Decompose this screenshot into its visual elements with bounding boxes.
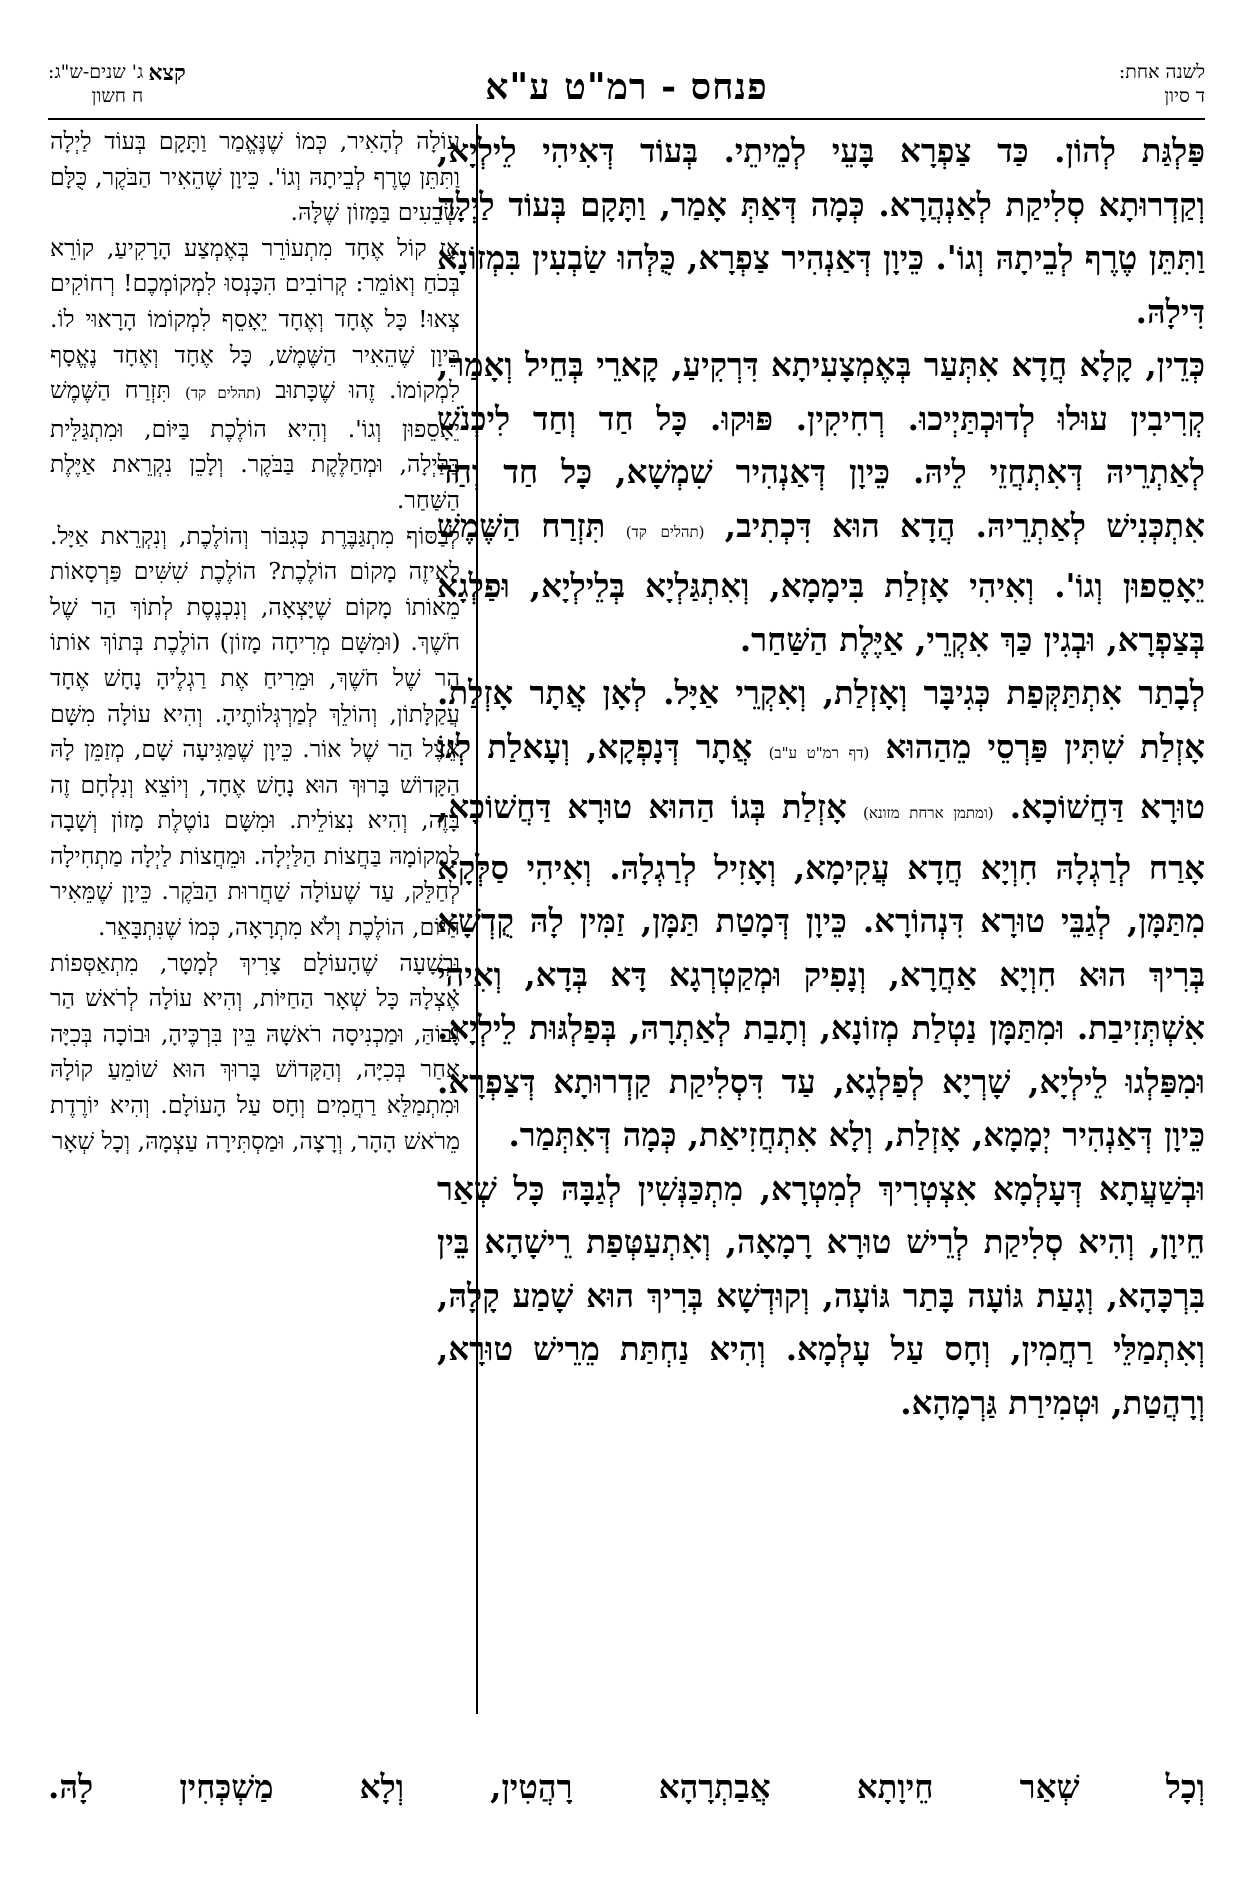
main-paragraph-text: אָזְלַת בְּגוֹ הַהוּא טוּרָא דַּחֲשׁוֹכָא, אָרַח לְרַגְלָהּ חִוְיָא חֲדָא עֲקִימָא, וְאָזִיל לְרַגְלָהּ. וְאִיהִי סַלְּקָא מִתַּמָּן, לְגַבֵּי טוּרָא דִּנְהוֹרָא. כֵּיוָן דְּמָטַת תַּמָּן, זַמִּין לָהּ קֻדְשָׁא בְּרִיךְ הוּא חִוְיָא אַחֲרָא, וְנָפִיק וּמְקַטְרְגָא דָּא בְּדָא, וְאִיהִי אִשְׁתְּזִיבַת. וּמִתַּמָּן נַטְלַת מְזוֹנָא, וְתָבַת לְאַתְרָהּ, בְּפַלְגּוּת לֵילְיָא. וּמִפַּלְגוּ לֵילְיָא, שָׁרְיָא לְפַלְגָא, עַד דִּסְלִיקַת קַדְרוּתָא דְּצַפְרָא. כֵּיוָן דְּאַנְהִיר יְמָמָא, אָזְלַת, וְלָא אִתְחֲזִיאַת, כְּמָה דְּאִתְּמַר. — [437, 787, 1205, 1154]
header-schedule-label: לשנה אחת: — [1118, 61, 1205, 83]
header-secondary-date: ח חשון — [91, 85, 144, 107]
column-divider — [476, 124, 478, 1714]
main-paragraph-text: לְבָתַר אִתְתַּקְּפַת כְּגִיבָּר וְאָזְלַת, וְאִקְרֵי אַיָּל. לְאָן אֲתָר אָזְלַת. אָזְלַת שִׁתִּין פַּרְסֵי מֵהַהוּא — [437, 673, 1205, 766]
header-study-schedule-three-years — [48, 60, 200, 108]
translation-paragraph: לְבַסּוֹף מִתְגַּבֶּרֶת כְּגִבּוֹר וְהוֹלֶכֶת, וְנִקְרֵאת אַיָּל. לְאֵיזֶה מָקוֹם הוֹלֶכֶת? הוֹלֶכֶת שִׁשִּׁים פַּרְסָאוֹת מֵאוֹתוֹ מָקוֹם שֶׁיָּצְאָה, וְנִכְנֶסֶת לְתוֹךְ הַר שֶׁל חֹשֶׁךְ. (וּמִשָּׁם מְרִיחָה מָזוֹן) הוֹלֶכֶת בְּתוֹךְ אוֹתוֹ הַר שֶׁל חֹשֶׁךְ, וּמֵרִיחַ אֶת רַגְלֶיהָ נָחָשׁ אֶחָד עֲקַלָּתוֹן, וְהוֹלֵךְ לְמַרְגְּלוֹתֶיהָ. וְהִיא עוֹלָה מִשָּׁם אֵצֶל הַר שֶׁל אוֹר. כֵּיוָן שֶׁמַּגִּיעָה שָׁם, מְזַמֵּן לָהּ הַקָּדוֹשׁ בָּרוּךְ הוּא נָחָשׁ אֶחָד, וְיוֹצֵא וְנִלְחָם זֶה בָּזֶה, וְהִיא נִצּוֹלֵית. וּמִשָּׁם נוֹטֶלֶת מָזוֹן וְשָׁבָה לִמְקוֹמָהּ בַּחֲצוֹת הַלַּיְלָה. וּמֵחֲצוֹת לַיְלָה מַתְחִילָה לְחַלֵּק, עַד שֶׁעוֹלָה שַׁחֲרוּת הַבֹּקֶר. כֵּיוָן שֶׁמֵּאִיר הַיּוֹם, הוֹלֶכֶת וְלֹא מִתְרָאָה, כְּמוֹ שֶׁנִּתְבָּאֵר. — [50, 521, 460, 942]
page-header — [48, 58, 1205, 120]
main-paragraph: פַּלְגַּת לְהוֹן. כַּד צַפְרָא בָּעֵי לְמֵיתֵי. בְּעוֹד דְּאִיהִי לֵילְיָא, וְקַדְרוּתָא סְלִיקַת לְאַנְהֲרָא. כְּמָה דְּאַתְּ אָמַר, וַתָּקָם בְּעוֹד לַיְלָה וַתִּתֵּן טֶרֶף לְבֵיתָהּ וְגוֹ'. כֵּיוָן דְּאַנְהִיר צַפְרָא, כֻּלְּהוּ שַׂבְעִין בִּמְזוֹנָא דִּילָהּ. — [437, 131, 1205, 331]
page-reference: (דף רמ"ט ע"ב) — [768, 743, 870, 762]
header-secondary-schedule — [48, 60, 143, 108]
main-paragraph — [437, 666, 1205, 1162]
inline-note: (ומתמן ארחת מזונא) — [862, 804, 994, 822]
translation-paragraph — [50, 231, 460, 519]
header-secondary-label: ג' שנים-ש"ג: — [48, 61, 144, 83]
translation-text: תִּזְרַח הַשֶּׁמֶשׁ יֵאָסֵפוּן וְגוֹ'. וְהִיא הוֹלֶכֶת בַּיּוֹם, וּמִתְגַּלֵּית בַּלַּיְלָה, וּמְחַלֶּקֶת בַּבֹּקֶר. וְלָכֵן נִקְרֵאת אַיֶּלֶת הַשַּׁחַר. — [50, 376, 460, 514]
page-title: פנחס - רמ"ט ע"א — [485, 66, 768, 108]
header-rule — [48, 118, 1205, 120]
translation-column — [50, 124, 460, 1159]
page-number: קצא — [148, 60, 186, 86]
header-schedule-date: ד סיון — [1164, 85, 1205, 107]
main-paragraph-text: כְּדֵין, קָלָא חֲדָא אִתְּעַר בְּאֶמְצָעִיתָא דִּרְקִיעַ, קָארֵי בְּחֵיל וְאָמַר, קְרִיבִין עוּלוּ לְדוּכְתַּיְיכוּ. רְחִיקִין. פּוּקוּ. כָּל חַד וְחַד לִיכְנֹשׁ לְאַתְרֵיהּ דְּאִתְחֲזֵי לֵיהּ. כֵּיוָן דְּאַנְהִיר שִׁמְשָׁא, כָּל חַד וְחַד אִתְכְּנִישׁ לְאַתְרֵיהּ. הֲדָא הוּא דִּכְתִיב, — [437, 345, 1205, 545]
citation: (תהלים קד) — [625, 522, 705, 541]
citation: (תהלים קד) — [185, 384, 262, 403]
main-paragraph: וּבְשַׁעֲתָא דְּעָלְמָא אִצְטְרִיךְ לְמִטְרָא, מִתְכַּנְּשִׁין לְגַבָּהּ כָּל שְׁאַר חֵיוָן, וְהִיא סְלִיקַת לְרֵישׁ טוּרָא רָמָאָה, וְאִתְעַטְּפַת רֵישָׁהָא בֵּין בִּרְכָּהָא, וְגָעַת גּוֹעָה בָּתַר גּוֹעָה, וְקוּדְשָׁא בְּרִיךְ הוּא שָׁמַע קָלָהּ, וְאִתְמַלֵּי רַחֲמִין, וְחָס עַל עָלְמָא. וְהִיא נַחְתַּת מֵרֵישׁ טוּרָא, וְרָהֲטַת, וּטְמִירַת גַּרְמָהָא. — [437, 1168, 1205, 1422]
main-text-column — [437, 124, 1205, 1429]
main-paragraph — [437, 338, 1205, 666]
translation-text: אָז קוֹל אֶחָד מִתְעוֹרֵר בְּאֶמְצַע הָרָקִיעַ, קוֹרֵא בְּכֹחַ וְאוֹמֵר: קְרוֹבִים הִכָּנְסוּ לִמְקוֹמְכֶם! רְחוֹקִים צְאוּ! כָּל אֶחָד וְאֶחָד יֵאָסֵף לִמְקוֹמוֹ הָרָאוּי לוֹ. כֵּיוָן שֶׁהֵאִיר הַשֶּׁמֶשׁ, כָּל אֶחָד וְאֶחָד נֶאֱסָף לִמְקוֹמוֹ. זֶהוּ שֶׁכָּתוּב — [50, 233, 460, 405]
translation-paragraph: וּבְשָׁעָה שֶׁהָעוֹלָם צָרִיךְ לְמָטָר, מִתְאַסְּפוֹת אֶצְלָהּ כָּל שְׁאָר הַחַיּוֹת, וְהִיא עוֹלָה לְרֹאשׁ הַר גָּבוֹהַּ, וּמַכְנִיסָה רֹאשָׁהּ בֵּין בִּרְכֶּיהָ, וּבוֹכָה בְּכִיָּה אַחַר בְּכִיָּה, וְהַקָּדוֹשׁ בָּרוּךְ הוּא שׁוֹמֵעַ קוֹלָהּ וּמִתְמַלֵּא רַחֲמִים וְחָס עַל הָעוֹלָם. וְהִיא יוֹרֶדֶת מֵרֹאשׁ הָהָר, וְרָצָה, וּמַסְתִּירָה עַצְמָהּ, וְכָל שְׁאָר — [50, 948, 460, 1155]
main-paragraph-text: אֲתָר דְּנָפְקָא, וְעָאלַת לְגוֹ טוּרָא דַּחֲשׁוֹכָא. — [437, 726, 1205, 826]
main-paragraph-text: תִּזְרַח הַשֶּׁמֶשׁ יֵאָסֵפוּן וְגוֹ'. וְאִיהִי אָזְלַת בִּימָמָא, וְאִתְגַּלְיָא בְּלֵילְיָא, וּפַלְגָא בְּצַפְרָא, וּבְגִין כַּךְ אִקְרֵי, אַיֶּלֶת הַשַּׁחַר. — [437, 505, 1205, 659]
main-bottom-line: וְכָל שְׁאַר חֵיוָתָא אֲבַתְרָהָא רָהֲטִין, וְלָא מַשְׁכְּחִין לָהּ. — [48, 1767, 1205, 1806]
translation-paragraph: עוֹלָה לְהָאִיר, כְּמוֹ שֶׁנֶּאֱמַר וַתָּקָם בְּעוֹד לַיְלָה וַתִּתֵּן טֶרֶף לְבֵיתָהּ וְגוֹ'. כֵּיוָן שֶׁהֵאִיר הַבֹּקֶר, כֻּלָּם שְׂבֵעִים בַּמָּזוֹן שֶׁלָּהּ. — [50, 127, 460, 227]
